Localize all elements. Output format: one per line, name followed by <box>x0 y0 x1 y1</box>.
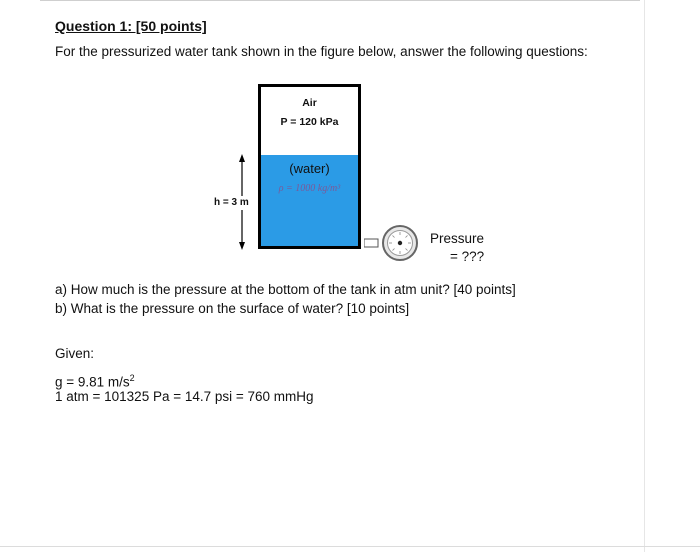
question-intro: For the pressurized water tank shown in the figure below, answer the following questions: <box>55 44 588 59</box>
water-density-label: ρ = 1000 kg/m³ <box>278 183 341 194</box>
top-divider <box>40 0 640 1</box>
given-gravity-text: g = 9.81 m/s <box>55 374 130 390</box>
given-gravity <box>55 373 135 390</box>
height-label: h = 3 m <box>214 197 249 208</box>
gauge-pressure-value: = ??? <box>450 249 485 264</box>
given-gravity-exponent: 2 <box>129 373 135 383</box>
gauge-pressure-label: Pressure <box>430 231 485 246</box>
water-region <box>261 155 358 246</box>
given-heading: Given: <box>55 346 95 361</box>
air-label: Air <box>302 97 317 109</box>
bottom-divider <box>0 546 700 547</box>
pressurized-tank <box>258 84 361 249</box>
pressure-gauge-icon <box>364 224 426 264</box>
water-label: (water) <box>289 161 330 176</box>
air-pressure-label: P = 120 kPa <box>280 116 339 128</box>
question-part-b: b) What is the pressure on the surface of water? [10 points] <box>55 301 410 316</box>
given-unit-conversion: 1 atm = 101325 Pa = 14.7 psi = 760 mmHg <box>55 389 314 404</box>
right-divider <box>644 0 645 552</box>
question-title: Question 1: [50 points] <box>55 18 207 34</box>
question-part-a: a) How much is the pressure at the bottom of the tank in atm unit? [40 points] <box>55 282 516 297</box>
